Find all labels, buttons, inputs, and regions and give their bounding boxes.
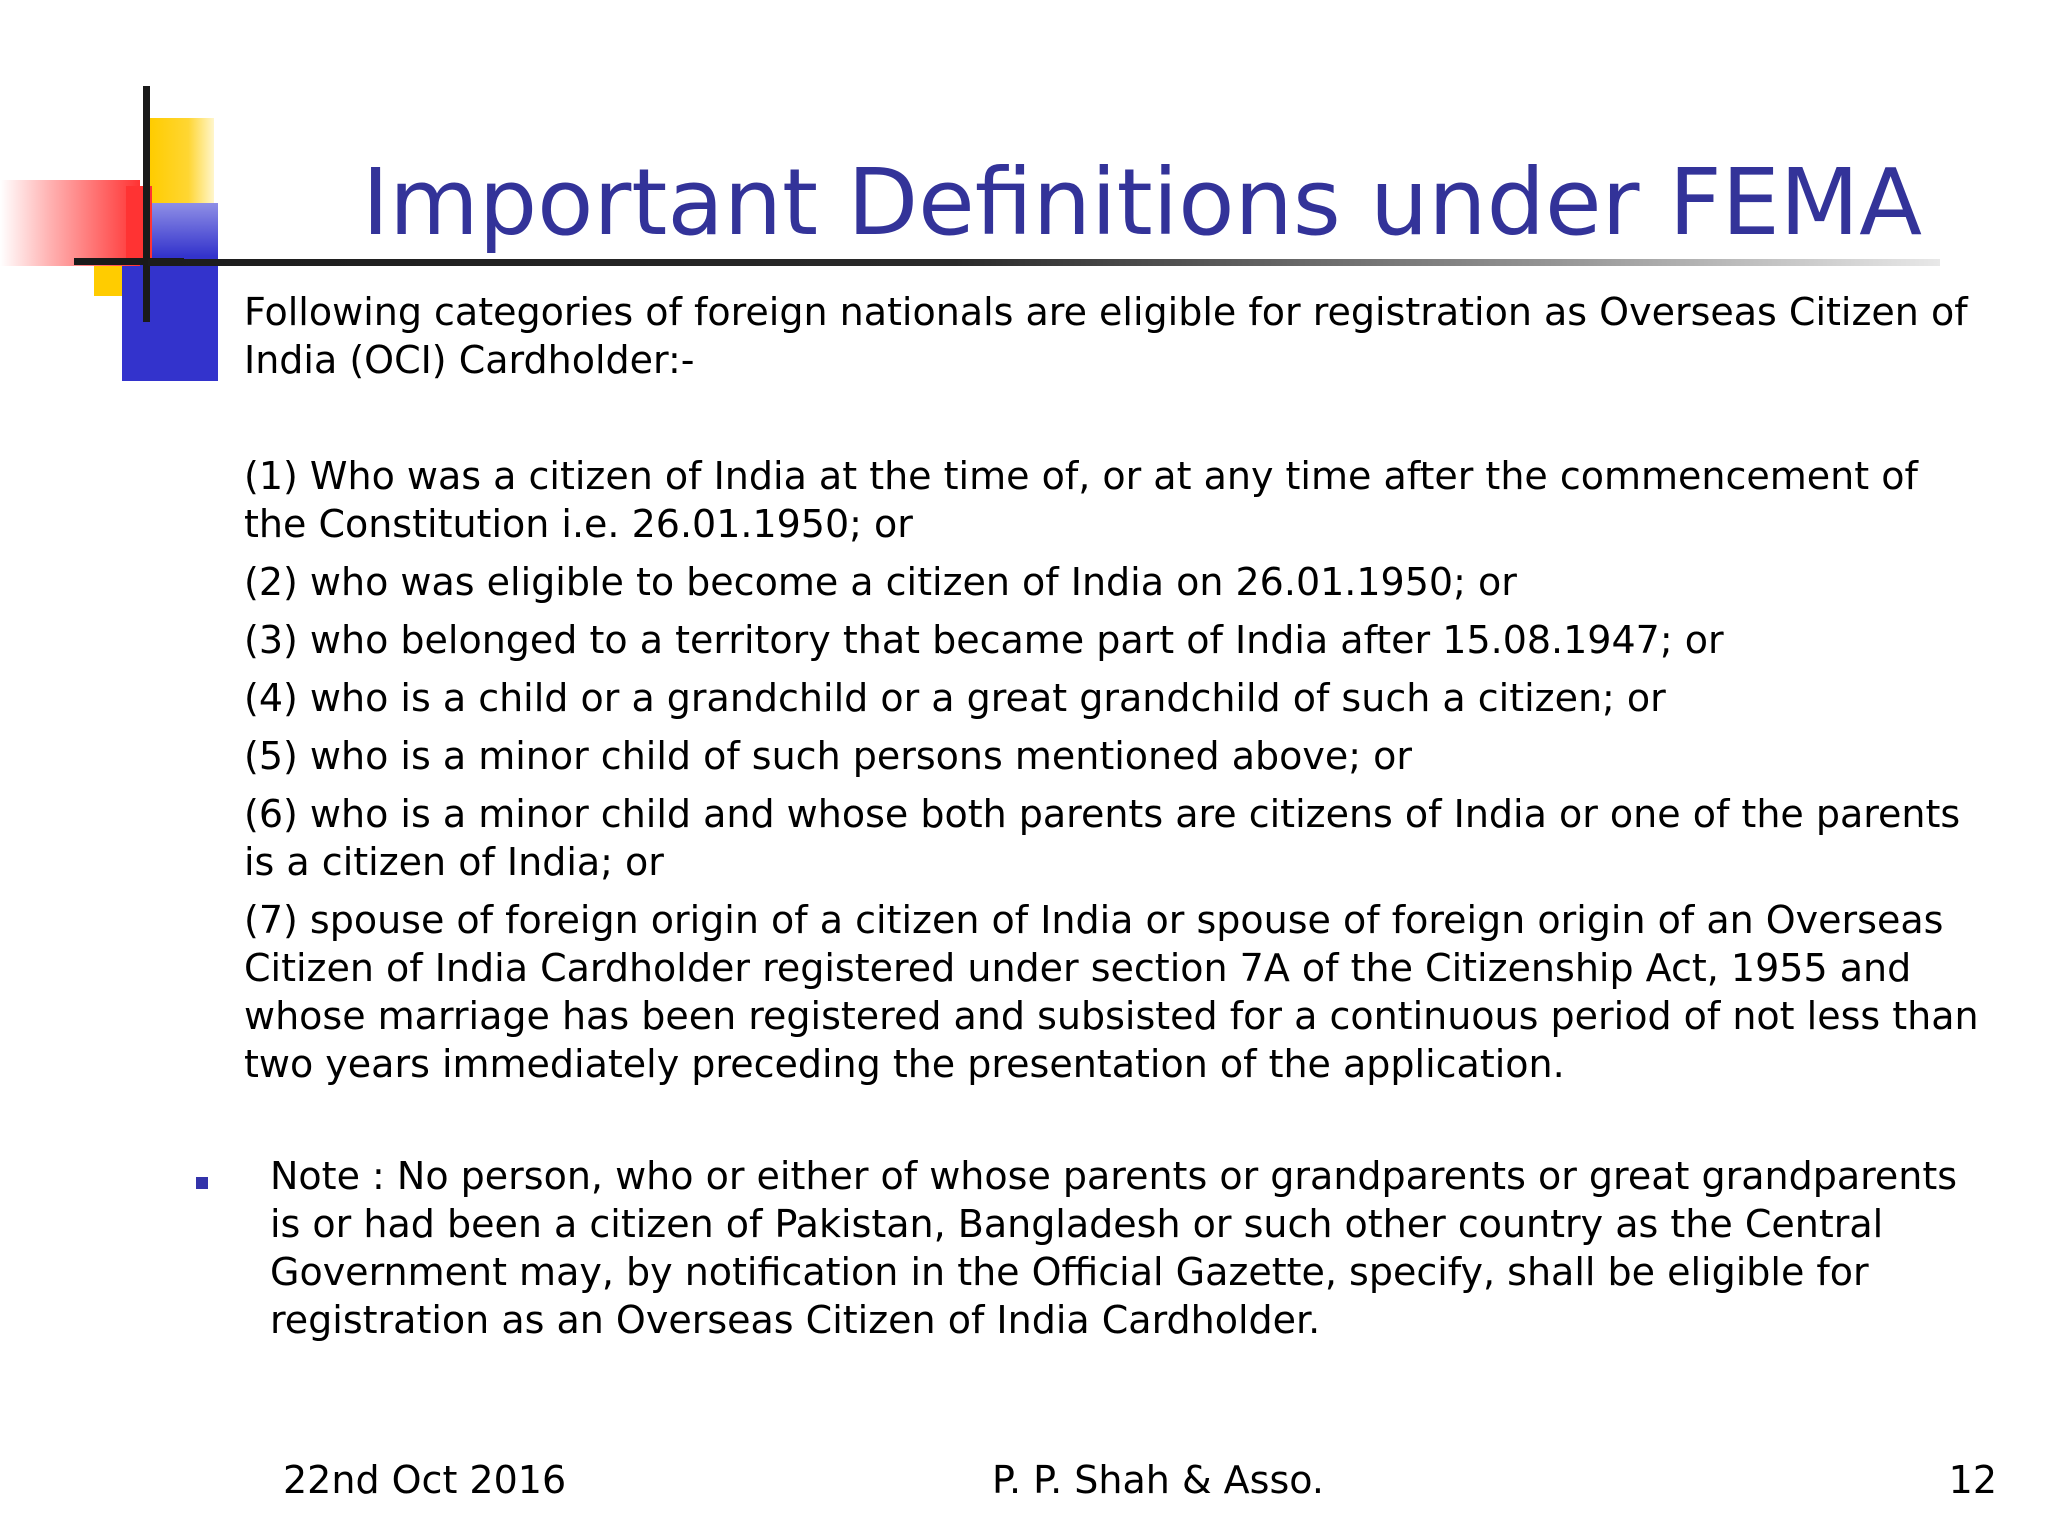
- list-item: (2) who was eligible to become a citizen of India on 26.01.1950; or: [244, 560, 1517, 604]
- list-item: (6) who is a minor child and whose both parents are citizens of India or one of the parents is a citizen of India; or: [244, 792, 1961, 884]
- deco-vertical-line: [143, 86, 150, 322]
- square-bullet-icon: [196, 1177, 208, 1189]
- list-item: (1) Who was a citizen of India at the time of, or at any time after the commencement of the Constitution i.e. 26.01.1950; or: [244, 454, 1918, 546]
- list-item: (4) who is a child or a grandchild or a great grandchild of such a citizen; or: [244, 676, 1666, 720]
- note-paragraph: Note : No person, who or either of whose parents or grandparents or great grandparents is or had been a citizen of Pakistan, Bangladesh or such other country as the Central Government may, by notification in the Official Gazette, specify, shall be eligible for registration as an Overseas Citizen of India Cardholder.: [270, 1154, 1958, 1342]
- intro-paragraph: Following categories of foreign nationals are eligible for registration as Overseas Citizen of India (OCI) Cardholder:-: [244, 290, 1968, 382]
- page-number: 12: [1948, 1458, 1997, 1502]
- title-underline: [148, 259, 1940, 266]
- deco-red-gradient-bar: [0, 180, 140, 266]
- slide-title: Important Definitions under FEMA: [362, 149, 1923, 256]
- eligibility-list: [244, 452, 1984, 1098]
- footer-date: 22nd Oct 2016: [283, 1458, 567, 1502]
- footer-organization: P. P. Shah & Asso.: [992, 1458, 1324, 1502]
- list-item: (3) who belonged to a territory that became part of India after 15.08.1947; or: [244, 618, 1724, 662]
- list-item: (5) who is a minor child of such persons mentioned above; or: [244, 734, 1412, 778]
- list-item: (7) spouse of foreign origin of a citizen of India or spouse of foreign origin of an Overseas Citizen of India Cardholder registered under section 7A of the Citizenship Act, 1955 and whose marriage has been registered and subsisted for a continuous period of not less than two years immediately preceding the presentation of the application.: [244, 898, 1979, 1086]
